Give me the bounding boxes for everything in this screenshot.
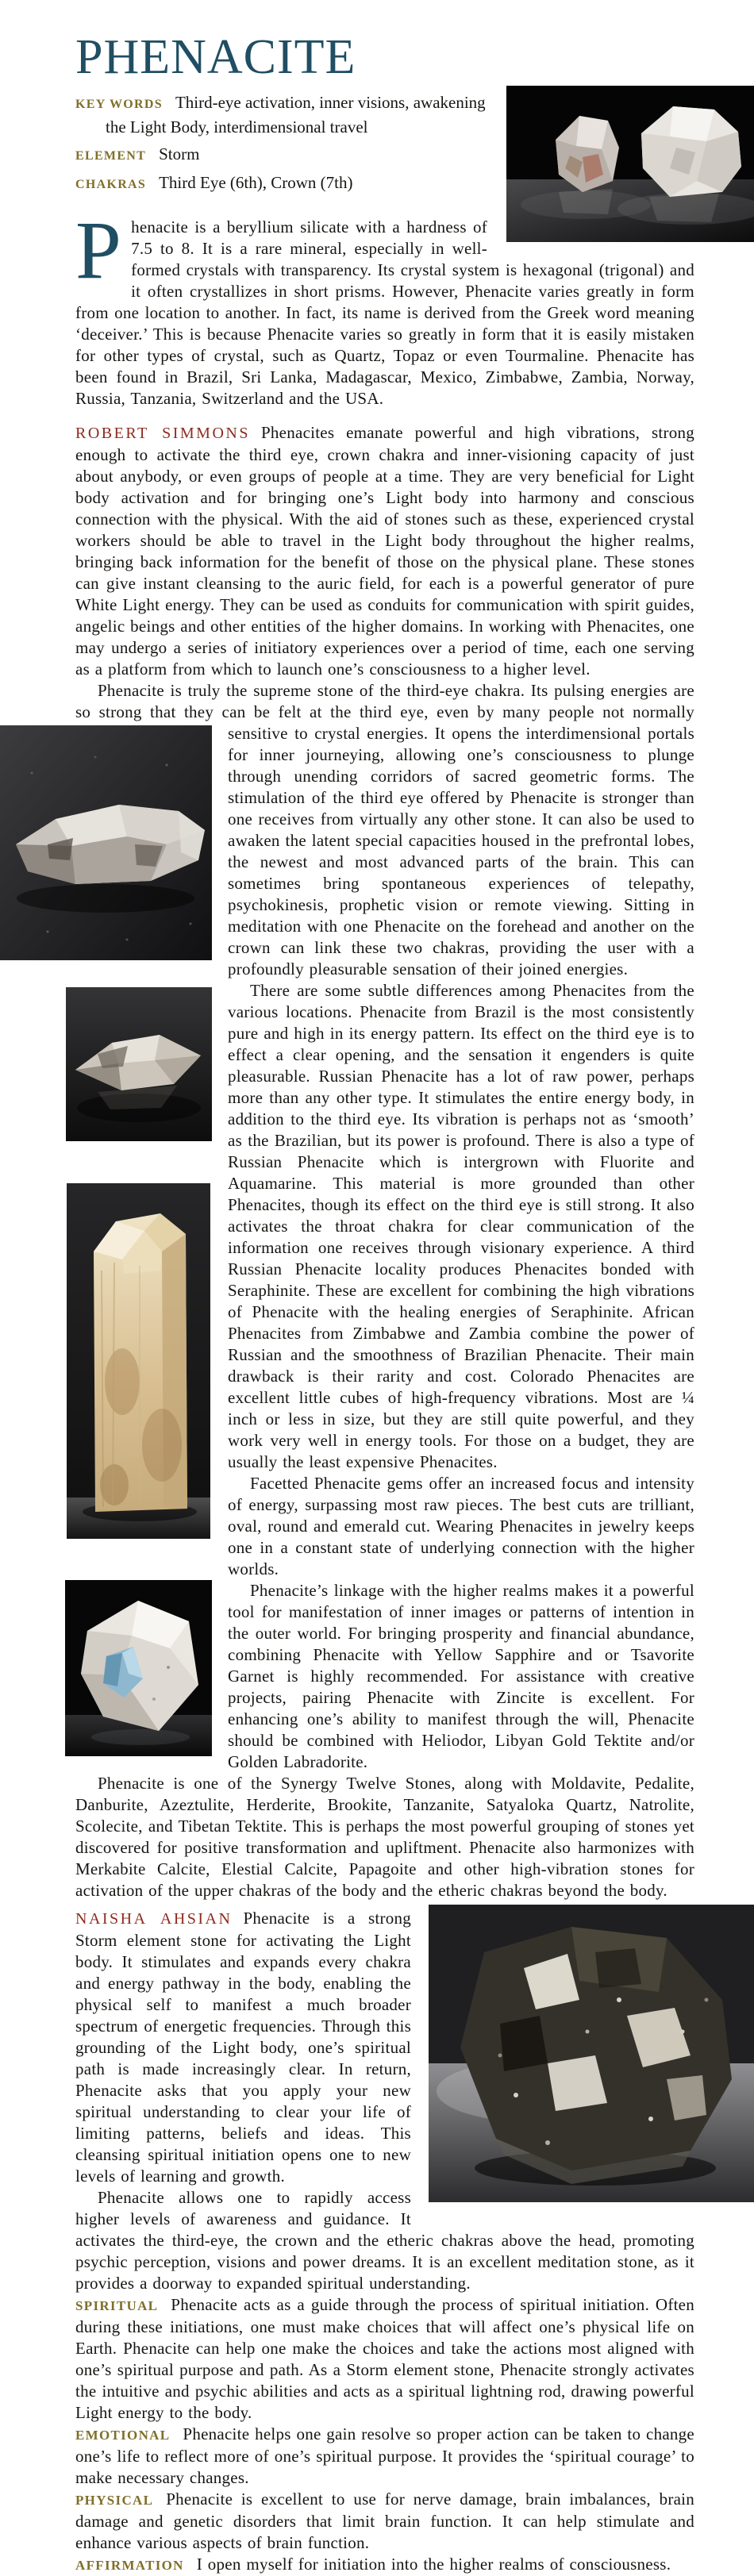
affirmation-label: AFFIRMATION bbox=[75, 2558, 184, 2574]
robert-simmons-text-3: There are some subtle differences among Phenacites from the various locations. Phenacite from Brazil is the most consistently pure and high in its energy pattern. Its effect on the third eye is to effect a clear opening, and the sensation it engenders is quite pleasurable. Russian Phenacite has a lot of raw power, perhaps more than any other type. It stimulates the entire energy body, in addition to the third eye. Its vibration is perhaps not as ‘smooth’ as the Brazilian, but its power is profound. There is also a type of Russian Phenacite which is intergrown with Fluorite and Aquamarine. This material is more grounded than other Phenacites, though its effect on the third eye is still strong. It also activates the throat chakra for clear communication of the information one receives through visionary experience. A third Russian Phenacite locality produces Phenacites bonded with Seraphinite. These are excellent for combining the high vibrations of Phenacite with the healing energies of Seraphinite. African Phenacites from Zimbabwe and Zambia combine the power of Russian and the smoothness of Brazilian Phenacite. Their main drawback is their rarity and cost. Colorado Phenacites are excellent little cubes of high-frequency vibrations. Most are ¼ inch or less in size, but they are still quite powerful, and they work very well in energy tools. For those on a budget, they are usually the least expensive Phenacites. bbox=[228, 981, 694, 1472]
robert-simmons-text-2b: crystal energies. It opens the interdimensional portals for inner journeying, allowing one’s consciousness to plunge through unending corridors of sacred geometric forms. The stimulation of the third eye offered by Phenacite is stronger than one receives from virtually any other stone. It can also be used to awaken the latent special capacities housed in the prefrontal lobes, the newest and most advanced parts of the brain. This can sometimes bring spontaneous experiences of telepathy, psychokinesis, prophetic vision or remote viewing. Sitting in meditation with one Phenacite on the forehead and another on the crown can link these two chakras, providing the user with a profoundly pleasurable sensation of their joined energies. bbox=[228, 724, 694, 979]
naisha-ahsian-text-2: Phenacite allows one to rapidly access higher levels of awareness and guidance. It activates the third-eye, the crown and the etheric chakras above the head, promoting psychic perception, visions and power dreams. It is an excellent meditation stone, as it provides a doorway to expanded spiritual understanding. bbox=[75, 2188, 694, 2293]
emotional-text: Phenacite helps one gain resolve so proper action can be taken to change one’s life to reflect more of one’s spiritual purpose. It provides the ‘spiritual courage’ to make necessary changes. bbox=[75, 2424, 694, 2488]
spiritual-text: Phenacite acts as a guide through the process of spiritual initiation. Often during these initiations, one must make choices that will affect one’s physical life on Earth. Phenacite can help one make the choices and take the actions most aligned with one’s spiritual purpose and path. As a Storm element stone, Phenacite strongly activates the intuitive and psychic abilities and acts as a spiritual lightning rod, drawing powerful Light energy to the body. bbox=[75, 2295, 694, 2423]
naisha-ahsian-text-1: Phenacite is a strong Storm element stone for activating the Light body. It stimulates and expands every chakra and energy pathway in the body, enabling the physical self to manifest a much broader spectrum of energetic frequencies. Through this grounding of the Light body, one’s spiritual path is made increasingly clear. In return, Phenacite asks that you apply your new spiritual understanding to clear your life of limiting patterns, beliefs and ideas. This cleansing spiritual initiation opens one to new levels of learning and growth. bbox=[75, 1909, 412, 2186]
intro-paragraph bbox=[75, 205, 694, 409]
chakras-label: CHAKRAS bbox=[75, 178, 147, 192]
spiritual-label: SPIRITUAL bbox=[75, 2298, 159, 2314]
physical-label: PHYSICAL bbox=[75, 2493, 154, 2509]
photo-phenacite-cluster bbox=[0, 725, 212, 960]
page-title: PHENACITE bbox=[75, 30, 356, 84]
chakras-value: Third Eye (6th), Crown (7th) bbox=[159, 173, 353, 193]
drop-cap: P bbox=[75, 205, 122, 297]
photo-phenacite-with-blue-crystal bbox=[65, 1580, 212, 1756]
photo-phenacite-lens-crystal bbox=[66, 987, 212, 1141]
spiritual-section bbox=[75, 2294, 694, 2424]
robert-simmons-paragraph-6 bbox=[75, 1773, 694, 1901]
intro-text: henacite is a beryllium silicate with a hardness of 7.5 to 8. It is a rare mineral, especially in well-formed crystals with transparency. Its crystal system is hexagonal (trigonal) and it often crystallizes in short prisms. However, Phenacite varies greatly in form from one location to another. In fact, its name is derived from the Greek word meaning ‘deceiver.’ This is because Phenacite varies so greatly in form that it is easily mistaken for other types of crystal, such as Quartz, Topaz or even Tourmaline. Phenacite has been found in Brazil, Sri Lanka, Madagascar, Mexico, Zimbabwe, Zambia, Norway, Russia, Tanzania, Switzerland and the USA. bbox=[75, 217, 694, 409]
page-content bbox=[0, 32, 754, 2576]
robert-simmons-text-4: Facetted Phenacite gems offer an increased focus and intensity of energy, surpassing most raw pieces. The best cuts are trilliant, oval, round and emerald cut. Wearing Phenacites in jewelry keeps one in a constant state of underlying connection with the higher worlds. bbox=[228, 1474, 694, 1579]
element-value: Storm bbox=[159, 144, 200, 164]
robert-simmons-text-6: Phenacite is one of the Synergy Twelve Stones, along with Moldavite, Pedalite, Danburite, Azeztulite, Herderite, Brookite, Tanzanite, Satyaloka Quartz, Natrolite, Scolecite, and Tibetan Tektite. This is perhaps the most powerful grouping of stones yet discovered for positive transformation and upliftment. Phenacite also harmonizes with Merkabite Calcite, Elestial Calcite, Papagoite and other high-vibration stones for activation of the upper chakras of the body and the etheric chakras beyond the body. bbox=[75, 1774, 694, 1901]
naisha-ahsian-label: NAISHA AHSIAN bbox=[75, 1910, 233, 1928]
keywords-label: KEY WORDS bbox=[75, 98, 163, 112]
emotional-section bbox=[75, 2424, 694, 2489]
photo-tall-phenacite-prism bbox=[67, 1183, 210, 1539]
naisha-ahsian-paragraph-2 bbox=[75, 2187, 694, 2294]
emotional-label: EMOTIONAL bbox=[75, 2428, 171, 2443]
robert-simmons-paragraph-1 bbox=[75, 422, 694, 680]
naisha-ahsian-paragraph-1 bbox=[75, 1908, 694, 2187]
robert-simmons-text-1: Phenacites emanate powerful and high vibrations, strong enough to activate the third eye, crown chakra and inner-visioning capacity of just about anybody, or even groups of people at a time. They are very beneficial for Light body activation and for bringing one’s Light body into harmony and conscious connection with the physical. With the aid of stones such as these, experienced crystal workers should be able to travel in the Light body throughout the higher realms, bringing back information for the benefit of those on the physical plane. These stones can give instant cleansing to the auric field, for each is a powerful generator of pure White Light energy. They can be used as conduits for communication with spirit guides, angelic beings and other entities of the higher domains. In working with Phenacites, one may undergo a series of initiatory experiences over a period of time, each one serving as a platform from which to launch one’s consciousness to a higher level. bbox=[75, 423, 694, 679]
photo-two-phenacite-crystals bbox=[506, 86, 754, 242]
robert-simmons-text-2a: Phenacite is truly the supreme stone of the third-eye chakra. Its pulsing energies are so strong that they can be felt at the third eye, even by many people not normally sensitive to bbox=[75, 681, 694, 744]
element-label: ELEMENT bbox=[75, 149, 147, 163]
robert-simmons-label: ROBERT SIMMONS bbox=[75, 425, 250, 443]
physical-text: Phenacite is excellent to use for nerve damage, brain imbalances, brain damage and genetic disorders that limit brain function. It can help stimulate and enhance various aspects of brain function. bbox=[75, 2489, 694, 2553]
affirmation-section bbox=[75, 2554, 694, 2576]
left-photo-column bbox=[0, 725, 212, 1764]
book-page bbox=[0, 30, 754, 2574]
physical-section bbox=[75, 2489, 694, 2554]
keywords-value: Third-eye activation, inner visions, awakening the Light Body, interdimensional travel bbox=[106, 93, 486, 137]
photo-phenacite-in-dark-matrix bbox=[429, 1905, 754, 2202]
affirmation-text: I open myself for initiation into the higher realms of consciousness. bbox=[196, 2555, 671, 2574]
robert-simmons-text-5: Phenacite’s linkage with the higher realms makes it a powerful tool for manifestation of inner images or patterns of intention in the outer world. For bringing prosperity and financial abundance, combining Phenacite with Yellow Sapphire and or Tsavorite Garnet is highly recommended. For assistance with creative projects, pairing Phenacite with Zincite is excellent. For enhancing one’s ability to manifest through the will, Phenacite should be combined with Heliodor, Libyan Gold Tektite and/or Golden Labradorite. bbox=[228, 1581, 694, 1772]
robert-simmons-paragraph-2 bbox=[75, 680, 694, 980]
